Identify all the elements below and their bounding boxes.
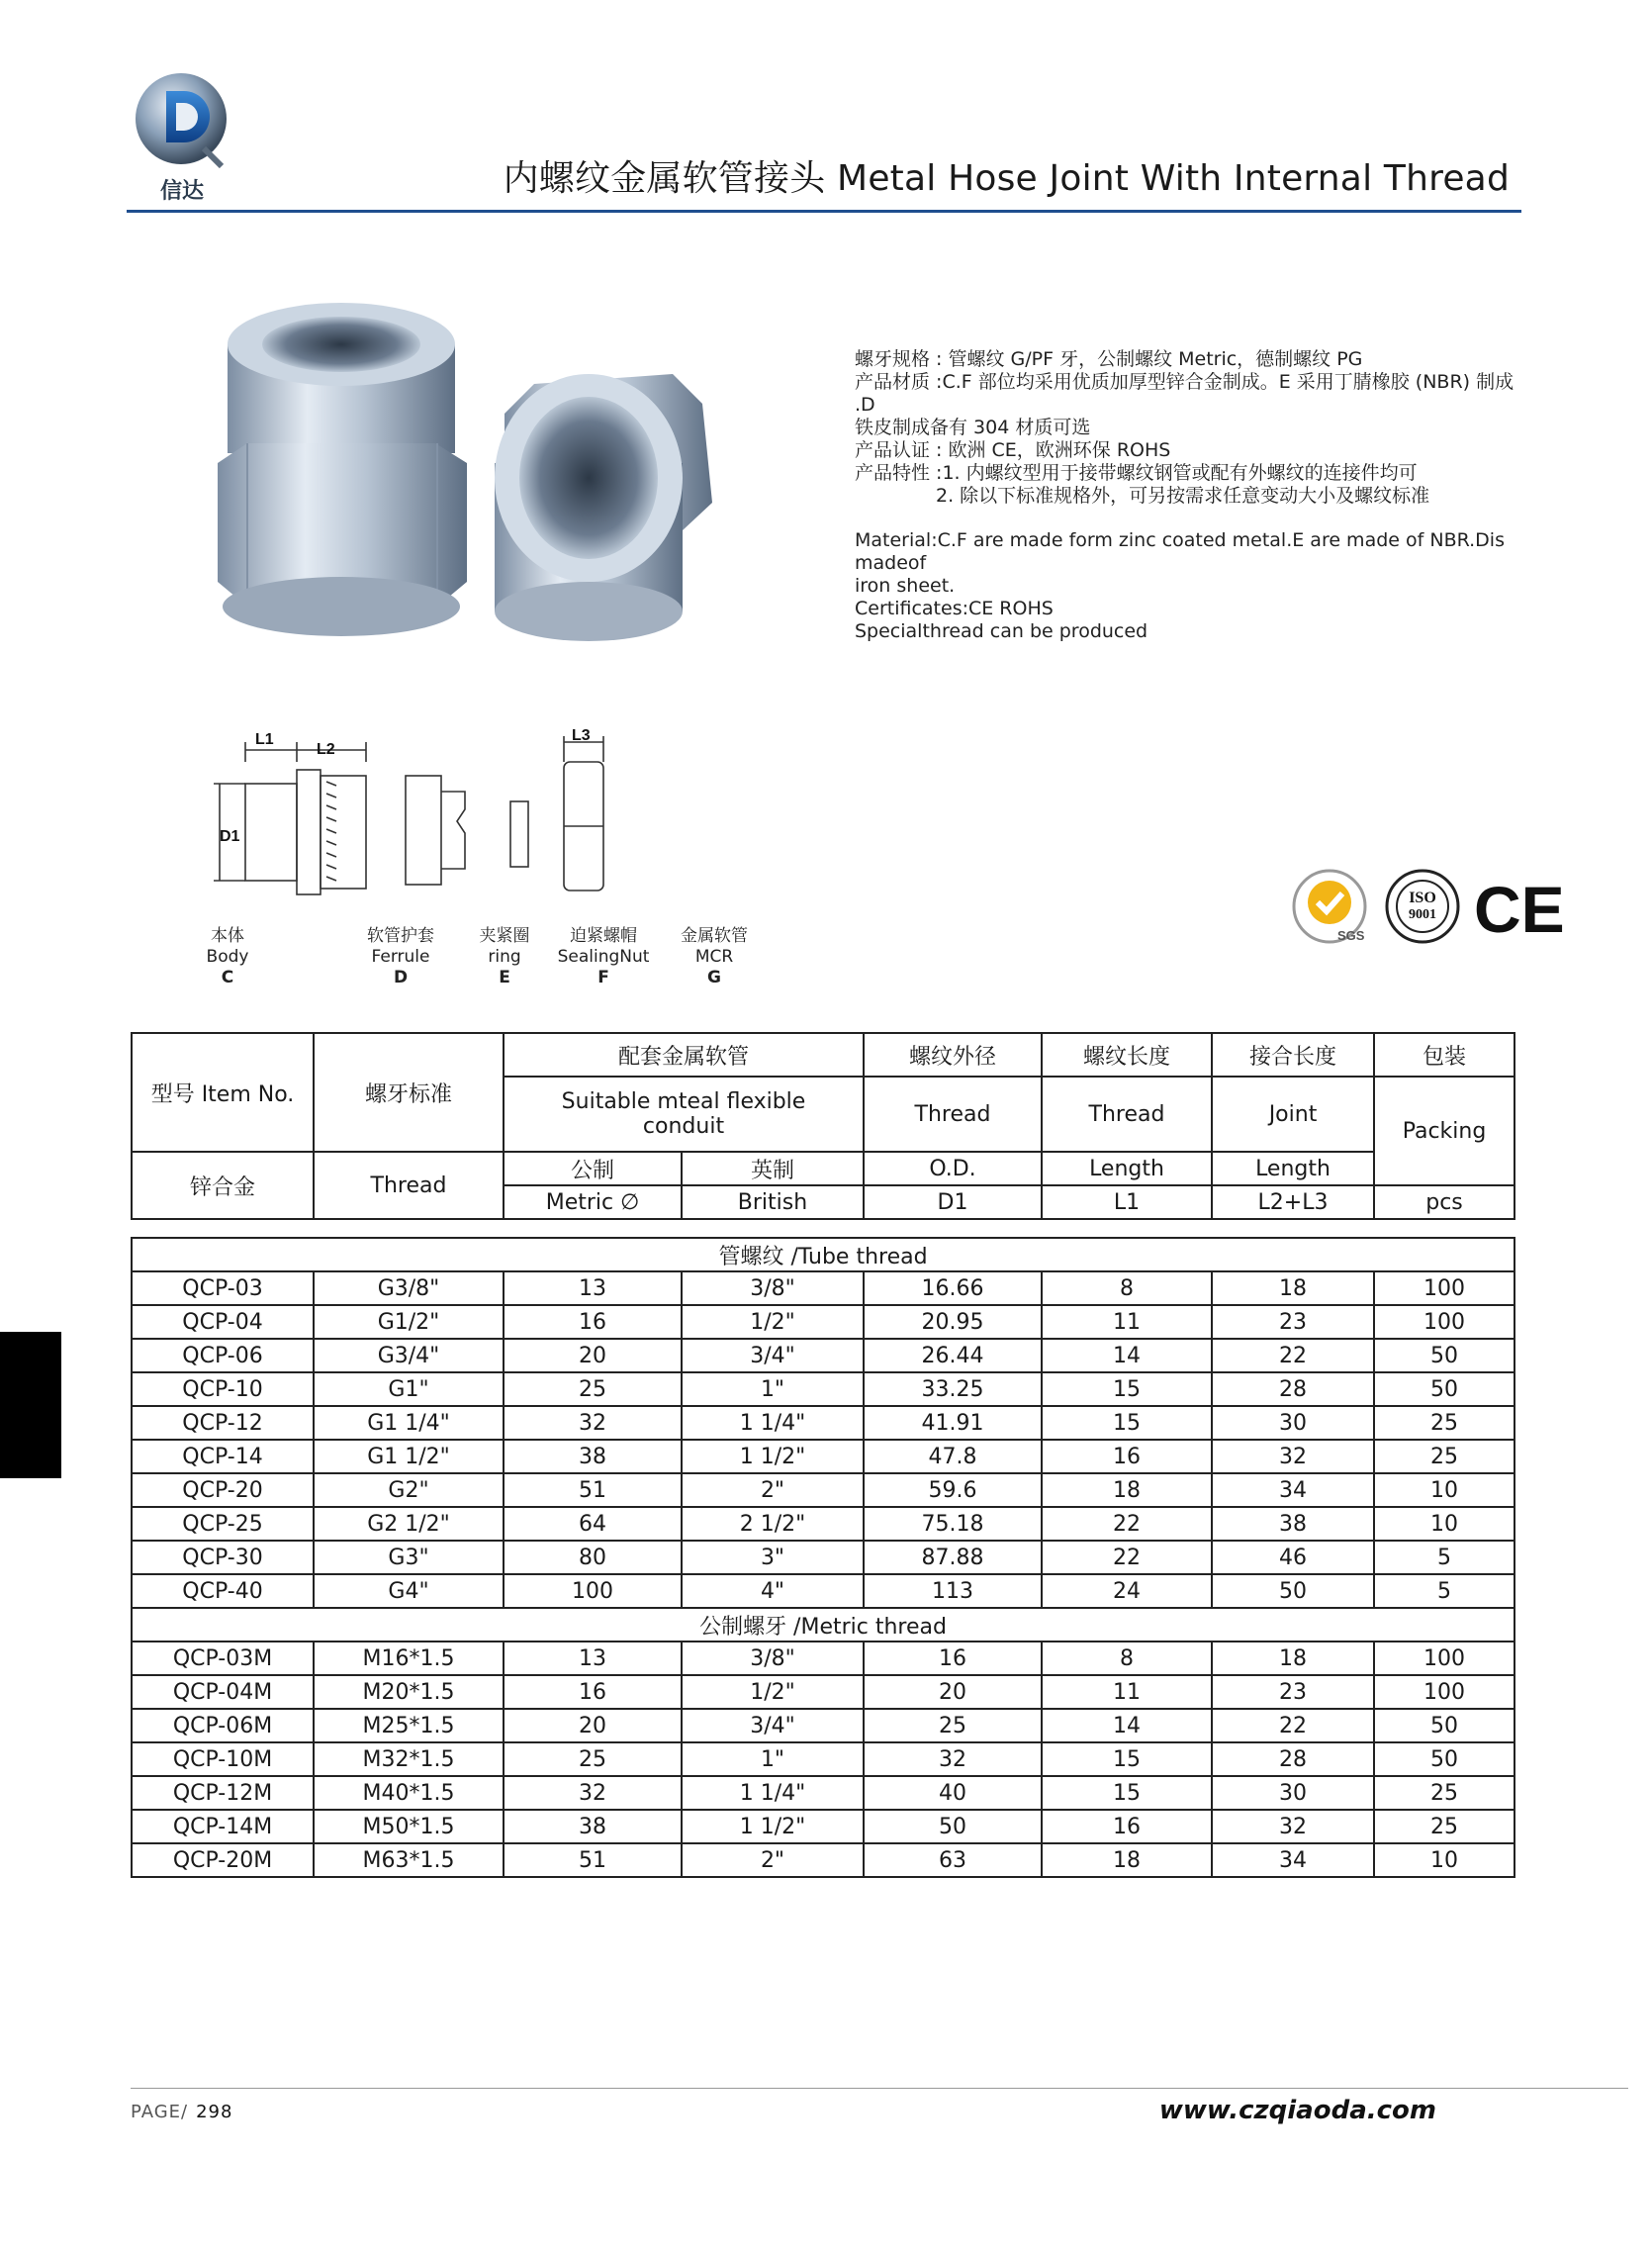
table-cell: M25*1.5	[314, 1709, 504, 1742]
table-row	[132, 1709, 1514, 1742]
table-cell: 1/2"	[682, 1675, 864, 1709]
table-cell: 32	[1212, 1440, 1374, 1473]
table-row	[132, 1776, 1514, 1810]
table-row	[132, 1305, 1514, 1339]
table-cell: 34	[1212, 1473, 1374, 1507]
table-cell: G2 1/2"	[314, 1507, 504, 1541]
table-cell: 100	[504, 1574, 682, 1608]
company-logo	[127, 67, 235, 206]
iso-logo-number: 9001	[1409, 907, 1436, 922]
dim-d1-label: D1	[220, 828, 240, 845]
table-cell: 23	[1212, 1305, 1374, 1339]
table-cell: 1/2"	[682, 1305, 864, 1339]
table-cell: G3/8"	[314, 1271, 504, 1305]
table-cell: 50	[1374, 1372, 1514, 1406]
table-cell: QCP-10	[132, 1372, 314, 1406]
table-cell: 25	[1374, 1440, 1514, 1473]
part-label-body: 本体 Body C	[206, 926, 249, 987]
table-cell: G3/4"	[314, 1339, 504, 1372]
table-cell: 14	[1042, 1709, 1212, 1742]
table-row	[132, 1440, 1514, 1473]
table-cell: 30	[1212, 1776, 1374, 1810]
table-row	[132, 1339, 1514, 1372]
table-cell: 13	[504, 1642, 682, 1675]
table-cell: M50*1.5	[314, 1810, 504, 1843]
ce-mark-icon: CE	[1474, 873, 1565, 946]
table-cell: QCP-06M	[132, 1709, 314, 1742]
table-cell: 80	[504, 1541, 682, 1574]
table-cell: 20.95	[864, 1305, 1042, 1339]
table-cell: 1 1/4"	[682, 1776, 864, 1810]
dim-l2-label: L2	[317, 741, 335, 758]
spec-line-cn-4: 产品认证 : 欧洲 CE，欧洲环保 ROHS	[855, 439, 1171, 461]
part-label-ferrule: 软管护套 Ferrule D	[367, 926, 434, 987]
iso-9001-logo-icon	[1387, 871, 1458, 942]
table-cell: QCP-04M	[132, 1675, 314, 1709]
table-cell: 113	[864, 1574, 1042, 1608]
table-cell: QCP-12M	[132, 1776, 314, 1810]
table-cell: G3"	[314, 1541, 504, 1574]
table-cell: 33.25	[864, 1372, 1042, 1406]
spec-line-cn-2: 产品材质 :C.F 部位均采用优质加厚型锌合金制成。E 采用丁腈橡胶 (NBR) 制成 .D	[855, 371, 1514, 416]
table-cell: 30	[1212, 1406, 1374, 1440]
product-photo	[208, 265, 762, 701]
footer-divider	[131, 2088, 1628, 2089]
table-cell: QCP-06	[132, 1339, 314, 1372]
table-row	[132, 1574, 1514, 1608]
header-thread-length-symbol: L1	[1042, 1185, 1212, 1219]
table-cell: 3/4"	[682, 1339, 864, 1372]
table-cell: 50	[1374, 1339, 1514, 1372]
table-cell: G1"	[314, 1372, 504, 1406]
header-joint-length-en: Joint	[1212, 1077, 1374, 1152]
table-cell: 1 1/2"	[682, 1810, 864, 1843]
website-url[interactable]: www.czqiaoda.com	[1158, 2096, 1436, 2125]
table-cell: 3"	[682, 1541, 864, 1574]
table-cell: 28	[1212, 1742, 1374, 1776]
table-cell: 32	[504, 1406, 682, 1440]
table-cell: 50	[1212, 1574, 1374, 1608]
table-cell: 100	[1374, 1271, 1514, 1305]
table-cell: 32	[504, 1776, 682, 1810]
page-number	[131, 2102, 232, 2122]
header-item-no: 型号 Item No.	[132, 1033, 314, 1152]
table-cell: 16.66	[864, 1271, 1042, 1305]
table-cell: 26.44	[864, 1339, 1042, 1372]
table-cell: 64	[504, 1507, 682, 1541]
header-joint-length-symbol: L2+L3	[1212, 1185, 1374, 1219]
spec-line-cn-5: 产品特性 :1. 内螺纹型用于接带螺纹钢管或配有外螺纹的连接件均可	[855, 462, 1418, 484]
header-joint-length-label: Length	[1212, 1152, 1374, 1185]
table-row	[132, 1742, 1514, 1776]
table-cell: M20*1.5	[314, 1675, 504, 1709]
table-cell: QCP-12	[132, 1406, 314, 1440]
table-cell: 34	[1212, 1843, 1374, 1877]
table-cell: G4"	[314, 1574, 504, 1608]
iso-logo-text: ISO	[1409, 890, 1436, 906]
table-cell: QCP-20	[132, 1473, 314, 1507]
table-cell: 10	[1374, 1473, 1514, 1507]
header-thread-length-cn: 螺纹长度	[1042, 1033, 1212, 1077]
header-thread: Thread	[314, 1152, 504, 1219]
header-british-cn: 英制	[682, 1152, 864, 1185]
spec-line-cn-3: 铁皮制成备有 304 材质可选	[855, 417, 1091, 438]
part-label-mcr: 金属软管 MCR G	[681, 926, 748, 987]
table-cell: 22	[1212, 1339, 1374, 1372]
table-cell: 3/4"	[682, 1709, 864, 1742]
table-cell: 100	[1374, 1675, 1514, 1709]
table-cell: 16	[864, 1642, 1042, 1675]
page-title: 内螺纹金属软管接头 Metal Hose Joint With Internal Thread	[503, 158, 1510, 199]
spec-line-cn-6: 2. 除以下标准规格外，可另按需求任意变动大小及螺纹标准	[936, 485, 1430, 507]
table-cell: 1 1/2"	[682, 1440, 864, 1473]
table-cell: 15	[1042, 1742, 1212, 1776]
table-cell: QCP-20M	[132, 1843, 314, 1877]
header-zinc-alloy: 锌合金	[132, 1152, 314, 1219]
header-packing-unit: pcs	[1374, 1185, 1514, 1219]
header-od-symbol: D1	[864, 1185, 1042, 1219]
page-number-value: 298	[196, 2102, 233, 2122]
table-cell: M32*1.5	[314, 1742, 504, 1776]
table-cell: 100	[1374, 1642, 1514, 1675]
table-cell: 22	[1212, 1709, 1374, 1742]
table-cell: 8	[1042, 1271, 1212, 1305]
table-cell: G1 1/2"	[314, 1440, 504, 1473]
table-cell: 25	[1374, 1406, 1514, 1440]
table-cell: G1 1/4"	[314, 1406, 504, 1440]
table-cell: G1/2"	[314, 1305, 504, 1339]
table-cell: 40	[864, 1776, 1042, 1810]
table-cell: 87.88	[864, 1541, 1042, 1574]
page-label: PAGE/	[131, 2102, 189, 2122]
table-row	[132, 1675, 1514, 1709]
table-cell: 20	[504, 1339, 682, 1372]
table-cell: 16	[1042, 1440, 1212, 1473]
part-label-sealing-nut: 迫紧螺帽 SealingNut F	[557, 926, 650, 987]
header-packing-cn: 包装	[1374, 1033, 1514, 1077]
table-cell: QCP-03M	[132, 1642, 314, 1675]
table-cell: 28	[1212, 1372, 1374, 1406]
spec-table-data	[131, 1237, 1515, 1878]
table-row	[132, 1473, 1514, 1507]
table-cell: 10	[1374, 1507, 1514, 1541]
table-cell: 25	[1374, 1810, 1514, 1843]
certification-logos	[1286, 863, 1565, 952]
table-row	[132, 1507, 1514, 1541]
spec-line-en-2: iron sheet.	[855, 575, 956, 597]
table-cell: 11	[1042, 1305, 1212, 1339]
table-cell: 16	[504, 1675, 682, 1709]
table-cell: 3/8"	[682, 1642, 864, 1675]
table-cell: 38	[504, 1440, 682, 1473]
header-od-label: O.D.	[864, 1152, 1042, 1185]
spec-line-en-1: Material:C.F are made form zinc coated metal.E are made of NBR.Dis madeof	[855, 529, 1505, 574]
table-cell: 1 1/4"	[682, 1406, 864, 1440]
dim-l1-label: L1	[255, 731, 274, 748]
sgs-logo-text: SGS	[1337, 928, 1365, 943]
table-cell: 1"	[682, 1742, 864, 1776]
dim-l3-label: L3	[572, 727, 591, 744]
table-cell: M16*1.5	[314, 1642, 504, 1675]
table-cell: 20	[504, 1709, 682, 1742]
header-od-cn: 螺纹外径	[864, 1033, 1042, 1077]
header-metric-en: Metric ∅	[504, 1185, 682, 1219]
table-cell: 2 1/2"	[682, 1507, 864, 1541]
spec-table-header	[131, 1032, 1515, 1220]
table-cell: 13	[504, 1271, 682, 1305]
table-cell: QCP-30	[132, 1541, 314, 1574]
table-cell: 25	[864, 1709, 1042, 1742]
table-cell: QCP-14M	[132, 1810, 314, 1843]
table-cell: QCP-10M	[132, 1742, 314, 1776]
table-cell: 18	[1042, 1473, 1212, 1507]
table-cell: 23	[1212, 1675, 1374, 1709]
table-cell: 51	[504, 1843, 682, 1877]
component-diagram	[198, 722, 752, 1019]
table-cell: 51	[504, 1473, 682, 1507]
table-cell: 20	[864, 1675, 1042, 1709]
header-thread-length-en: Thread	[1042, 1077, 1212, 1152]
table-cell: 38	[504, 1810, 682, 1843]
table-row	[132, 1843, 1514, 1877]
table-cell: 100	[1374, 1305, 1514, 1339]
product-specs	[855, 348, 1527, 643]
table-cell: 18	[1042, 1843, 1212, 1877]
table-cell: 18	[1212, 1642, 1374, 1675]
table-cell: 5	[1374, 1541, 1514, 1574]
header-od-en: Thread	[864, 1077, 1042, 1152]
spec-line-cn-1: 螺牙规格 : 管螺纹 G/PF 牙，公制螺纹 Metric，德制螺纹 PG	[855, 348, 1363, 370]
table-cell: 15	[1042, 1406, 1212, 1440]
table-cell: QCP-40	[132, 1574, 314, 1608]
table-cell: 14	[1042, 1339, 1212, 1372]
table-cell: 16	[1042, 1810, 1212, 1843]
logo-text: 信达	[160, 179, 205, 204]
table-cell: 18	[1212, 1271, 1374, 1305]
table-cell: 25	[504, 1372, 682, 1406]
header-packing-en: Packing	[1374, 1077, 1514, 1185]
table-cell: 22	[1042, 1541, 1212, 1574]
table-cell: M63*1.5	[314, 1843, 504, 1877]
table-cell: 8	[1042, 1642, 1212, 1675]
table-cell: 47.8	[864, 1440, 1042, 1473]
table-cell: 41.91	[864, 1406, 1042, 1440]
table-cell: 32	[864, 1742, 1042, 1776]
table-cell: 15	[1042, 1372, 1212, 1406]
table-cell: 38	[1212, 1507, 1374, 1541]
header-joint-length-cn: 接合长度	[1212, 1033, 1374, 1077]
table-cell: QCP-03	[132, 1271, 314, 1305]
table-row	[132, 1406, 1514, 1440]
table-cell: 3/8"	[682, 1271, 864, 1305]
table-cell: 63	[864, 1843, 1042, 1877]
table-cell: 4"	[682, 1574, 864, 1608]
table-cell: QCP-14	[132, 1440, 314, 1473]
table-cell: 46	[1212, 1541, 1374, 1574]
table-row	[132, 1541, 1514, 1574]
spec-line-en-4: Specialthread can be produced	[855, 620, 1148, 642]
table-cell: 5	[1374, 1574, 1514, 1608]
header-british-en: British	[682, 1185, 864, 1219]
table-cell: M40*1.5	[314, 1776, 504, 1810]
table-cell: 25	[1374, 1776, 1514, 1810]
table-cell: QCP-25	[132, 1507, 314, 1541]
table-cell: 50	[864, 1810, 1042, 1843]
table-cell: 50	[1374, 1742, 1514, 1776]
table-cell: 2"	[682, 1473, 864, 1507]
table-cell: 25	[504, 1742, 682, 1776]
table-cell: 10	[1374, 1843, 1514, 1877]
table-row	[132, 1271, 1514, 1305]
header-conduit-en: Suitable mteal flexible conduit	[504, 1077, 864, 1152]
table-cell: QCP-04	[132, 1305, 314, 1339]
table-cell: 24	[1042, 1574, 1212, 1608]
table-cell: G2"	[314, 1473, 504, 1507]
table-cell: 1"	[682, 1372, 864, 1406]
section-metric-thread: 公制螺牙 /Metric thread	[132, 1608, 1514, 1642]
part-label-ring: 夹紧圈 ring E	[479, 926, 530, 987]
table-cell: 11	[1042, 1675, 1212, 1709]
table-cell: 16	[504, 1305, 682, 1339]
table-row	[132, 1372, 1514, 1406]
side-tab-marker	[0, 1332, 61, 1478]
header-divider	[127, 210, 1521, 213]
table-cell: 59.6	[864, 1473, 1042, 1507]
header-thread-length-label: Length	[1042, 1152, 1212, 1185]
header-metric-cn: 公制	[504, 1152, 682, 1185]
header-conduit-cn: 配套金属软管	[504, 1033, 864, 1077]
sgs-logo-icon	[1294, 871, 1365, 943]
header-thread-standard: 螺牙标准	[314, 1033, 504, 1152]
table-cell: 15	[1042, 1776, 1212, 1810]
table-row	[132, 1642, 1514, 1675]
table-cell: 50	[1374, 1709, 1514, 1742]
table-row	[132, 1810, 1514, 1843]
table-cell: 32	[1212, 1810, 1374, 1843]
table-cell: 2"	[682, 1843, 864, 1877]
table-cell: 22	[1042, 1507, 1212, 1541]
section-tube-thread: 管螺纹 /Tube thread	[132, 1238, 1514, 1271]
spec-line-en-3: Certificates:CE ROHS	[855, 598, 1054, 619]
table-cell: 75.18	[864, 1507, 1042, 1541]
